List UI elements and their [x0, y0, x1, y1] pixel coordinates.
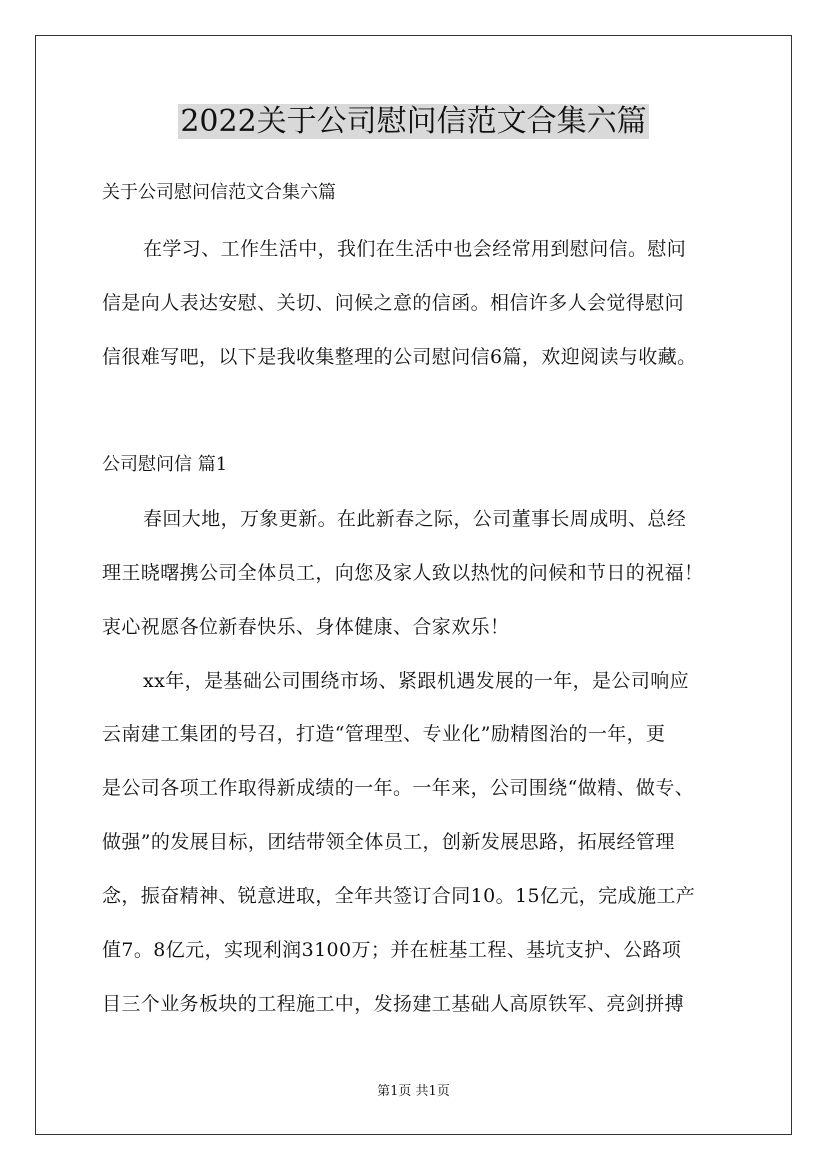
paragraph-line: 春回大地，万象更新。在此新春之际，公司董事长周成明、总经	[143, 508, 687, 530]
paragraph-line: 是公司各项工作取得新成绩的一年。一年来，公司围绕“做精、做专、	[102, 777, 695, 799]
document-title-text: 2022关于公司慰问信范文合集六篇	[180, 104, 647, 139]
section-heading: 公司慰问信 篇1	[102, 454, 228, 475]
paragraph-line: 做强”的发展目标，团结带领全体员工，创新发展思路，拓展经管理	[102, 831, 675, 853]
intro-line: 在学习、工作生活中，我们在生活中也会经常用到慰问信。慰问	[143, 238, 687, 260]
document-subtitle: 关于公司慰问信范文合集六篇	[102, 182, 336, 203]
paragraph-line: 云南建工集团的号召，打造“管理型、专业化”励精图治的一年，更	[102, 723, 666, 745]
paragraph-line: 念，振奋精神、锐意进取，全年共签订合同10。15亿元，完成施工产	[102, 885, 696, 907]
paragraph-line: 理王晓曙携公司全体员工，向您及家人致以热忱的问候和节日的祝福！	[102, 562, 704, 584]
paragraph-line: 目三个业务板块的工程施工中，发扬建工基础人高原铁军、亮剑拼搏	[102, 993, 685, 1015]
paragraph-line: 值7。8亿元，实现利润3100万；并在桩基工程、基坑支护、公路项	[102, 939, 682, 961]
intro-line: 信是向人表达安慰、关切、问候之意的信函。相信许多人会觉得慰问	[102, 292, 685, 314]
paragraph-line: 衷心祝愿各位新春快乐、身体健康、合家欢乐！	[102, 616, 510, 638]
intro-line: 信很难写吧，以下是我收集整理的公司慰问信6篇，欢迎阅读与收藏。	[102, 346, 697, 368]
page-footer: 第1页 共1页	[377, 1084, 450, 1099]
document-title	[0, 98, 827, 146]
paragraph-line: xx年，是基础公司围绕市场、紧跟机遇发展的一年，是公司响应	[143, 670, 690, 692]
